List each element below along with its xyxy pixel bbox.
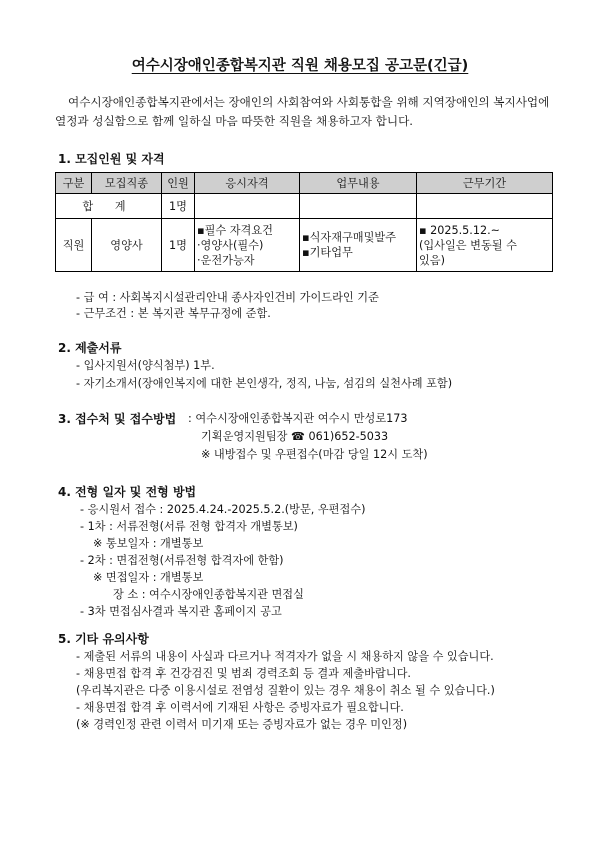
row-qualification <box>195 219 300 272</box>
qual-line: ·영양사(필수) <box>197 238 264 252</box>
reception-note: ※ 내방접수 및 우편접수(마감 당일 12시 도착) <box>201 448 428 461</box>
schedule-line: - 2차 : 면접전형(서류전형 합격자에 한함) <box>80 554 284 567</box>
table-header-row <box>56 173 553 194</box>
page-title: 여수시장애인종합복지관 직원 채용모집 공고문(긴급) <box>131 58 469 74</box>
schedule-line: 장 소 : 여수시장애인종합복지관 면접실 <box>113 588 304 601</box>
total-empty-cell <box>195 194 300 219</box>
total-empty-cell <box>300 194 417 219</box>
notice-line: (우리복지관은 다중 이용시설로 전염성 질환이 있는 경우 채용이 취소 될 수 있습니다.) <box>76 684 495 697</box>
notice-line: - 채용면접 합격 후 건강검진 및 범죄 경력조회 등 결과 제출바랍니다. <box>76 667 411 680</box>
total-label: 합 계 <box>56 194 162 219</box>
reception-address: : 여수시장애인종합복지관 여수시 만성로173 <box>188 412 408 425</box>
section2-heading: 2. 제출서류 <box>58 341 122 355</box>
row-count: 1명 <box>162 219 195 272</box>
header-job: 모집직종 <box>92 173 162 194</box>
row-category: 직원 <box>56 219 92 272</box>
duty-line: ▪기타업무 <box>302 246 353 259</box>
schedule-line: - 3차 면접심사결과 복지관 홈페이지 공고 <box>80 605 282 618</box>
schedule-line: - 응시원서 접수 : 2025.4.24.-2025.5.2.(방문, 우편접수) <box>80 503 366 516</box>
row-duty <box>300 219 417 272</box>
notice-line: - 제출된 서류의 내용이 사실과 다르거나 적격자가 없을 시 채용하지 않을 수 있습니다. <box>76 650 494 663</box>
period-line: (입사일은 변동될 수 <box>419 238 517 252</box>
doc-line: - 자기소개서(장애인복지에 대한 본인생각, 정직, 나눔, 섬김의 실천사례 포함) <box>76 377 453 390</box>
header-count: 인원 <box>162 173 195 194</box>
header-qualification: 응시자격 <box>195 173 300 194</box>
reception-contact: 기획운영지원팀장 ☎ 061)652-5033 <box>201 430 389 443</box>
recruit-table <box>55 172 553 272</box>
total-count: 1명 <box>162 194 195 219</box>
period-line: 있음) <box>419 253 445 267</box>
schedule-line: ※ 통보일자 : 개별통보 <box>93 537 204 550</box>
section3-heading: 3. 접수처 및 접수방법 <box>58 412 177 426</box>
total-empty-cell <box>417 194 553 219</box>
header-duty: 업무내용 <box>300 173 417 194</box>
qual-line: ▪필수 자격요건 <box>197 223 273 237</box>
schedule-line: ※ 면접일자 : 개별통보 <box>93 571 204 584</box>
doc-line: - 입사지원서(양식첨부) 1부. <box>76 359 215 372</box>
table-row <box>56 219 553 272</box>
row-job: 영양사 <box>92 219 162 272</box>
section5-heading: 5. 기타 유의사항 <box>58 632 149 646</box>
qual-line: ·운전가능자 <box>197 253 255 267</box>
section4-heading: 4. 전형 일자 및 전형 방법 <box>58 485 197 499</box>
note-conditions: - 근무조건 : 본 복지관 복무규정에 준함. <box>76 307 271 320</box>
period-line: ▪ 2025.5.12.~ <box>419 223 501 237</box>
schedule-line: - 1차 : 서류전형(서류 전형 합격자 개별통보) <box>80 520 298 533</box>
notice-line: - 채용면접 합격 후 이력서에 기재된 사항은 증빙자료가 필요합니다. <box>76 701 404 714</box>
header-period: 근무기간 <box>417 173 553 194</box>
duty-line: ▪식자재구매및발주 <box>302 231 397 244</box>
section1-heading: 1. 모집인원 및 자격 <box>58 152 165 166</box>
row-period <box>417 219 553 272</box>
table-total-row <box>56 194 553 219</box>
intro-paragraph: 여수시장애인종합복지관에서는 장애인의 사회참여와 사회통합을 위해 지역장애인의 복지사업에 열정과 성실함으로 함께 일하실 마음 따뜻한 직원을 채용하고자 합니다. <box>55 95 550 128</box>
header-category: 구분 <box>56 173 92 194</box>
note-salary: - 급 여 : 사회복지시설관리안내 종사자인건비 가이드라인 기준 <box>76 291 379 304</box>
notice-line: (※ 경력인정 관련 이력서 미기재 또는 증빙자료가 없는 경우 미인정) <box>76 718 408 731</box>
